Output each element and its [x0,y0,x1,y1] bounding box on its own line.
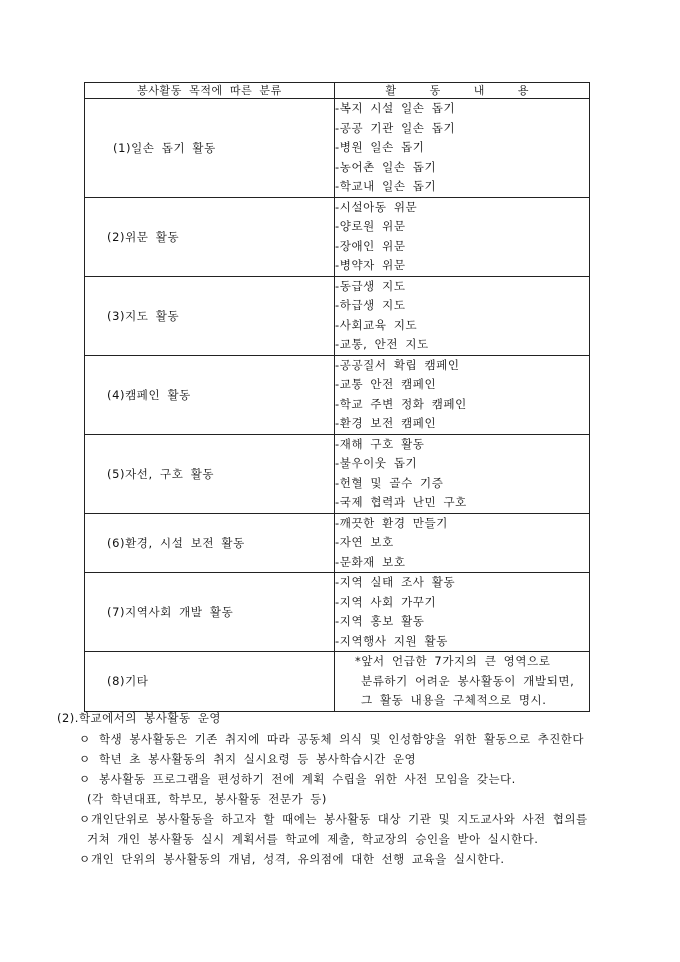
circle-bullet-icon: ㅇ [79,752,91,766]
note-line: 분류하기 어려운 봉사활동이 개발되면, [361,673,575,688]
operation-text: 개인단위로 봉사활동을 하고자 할 때에는 봉사활동 대상 기관 및 지도교사와 사전 협의를 [91,812,588,826]
activity-item: -환경 보전 캠페인 [335,416,437,430]
service-activity-table [84,82,590,712]
activity-item: -공공질서 확립 캠페인 [335,357,460,372]
category-cell: (6)환경, 시설 보전 활동 [85,513,335,573]
activity-item: -문화재 보호 [335,554,406,569]
table-row [85,355,590,434]
activity-item: -병원 일손 돕기 [335,140,425,154]
table-row [85,573,590,652]
table-row [85,513,590,573]
operation-text: 개인 단위의 봉사활동의 개념, 성격, 유의점에 대한 선행 교육을 실시한다. [91,852,505,866]
table-row [85,276,590,355]
operation-text: 봉사활동 프로그램을 편성하기 전에 계획 수립을 위한 사전 모임을 갖는다. [99,772,516,786]
activity-item: -양로원 위문 [335,219,406,233]
activity-item: -재해 구호 활동 [335,436,425,451]
operation-text: 학년 초 봉사활동의 취지 실시요령 등 봉사학습시간 운영 [99,752,417,766]
circle-bullet-icon: ㅇ [79,732,91,746]
activity-item: -학교 주변 정화 캠페인 [335,396,467,411]
category-cell: (4)캠페인 활동 [85,355,335,434]
note-line: 그 활동 내용을 구체적으로 명시. [361,693,547,707]
operation-item [57,749,657,769]
operation-item [57,849,657,869]
category-cell: (2)위문 활동 [85,197,335,276]
table-header-row [85,83,590,99]
header-category: 봉사활동 목적에 따른 분류 [85,83,335,99]
activity-cell [335,573,590,652]
school-operation-section [57,707,657,869]
activity-item: -장애인 위문 [335,238,406,253]
activity-cell [335,434,590,513]
activity-item: -깨끗한 환경 만들기 [335,515,448,530]
activity-item: -공공 기관 일손 돕기 [335,120,456,135]
activity-item: -사회교육 지도 [335,317,418,332]
activity-cell [335,197,590,276]
table-row [85,99,590,198]
circle-bullet-icon: ㅇ [79,812,91,826]
activity-item: -시설아동 위문 [335,199,418,214]
activity-item: -지역행사 지원 활동 [335,633,448,648]
header-activity: 활 동 내 용 [335,83,590,99]
activity-cell [335,513,590,573]
activity-item: -자연 보호 [335,535,394,549]
operation-item [57,769,657,809]
operation-continuation: 거쳐 개인 봉사활동 실시 계획서를 학교에 제출, 학교장의 승인을 받아 실시한다. [87,832,539,846]
activity-item: -지역 실태 조사 활동 [335,575,456,589]
activity-item: -농어촌 일손 돕기 [335,159,437,174]
activity-cell [335,276,590,355]
activity-item: -학교내 일손 돕기 [335,179,437,193]
activity-item: -지역 홍보 활동 [335,614,425,628]
category-cell: (8)기타 [85,652,335,712]
operation-subtext: (각 학년대표, 학부모, 봉사활동 전문가 등) [87,792,327,806]
activity-item: -병약자 위문 [335,258,406,272]
activity-item: -불우이웃 돕기 [335,456,418,470]
activity-item: -교통, 안전 지도 [335,337,429,351]
category-cell: (3)지도 활동 [85,276,335,355]
circle-bullet-icon: ㅇ [79,852,91,866]
activity-cell [335,355,590,434]
operation-item [57,729,657,749]
category-cell: (7)지역사회 개발 활동 [85,573,335,652]
category-cell: (5)자선, 구호 활동 [85,434,335,513]
table-row [85,434,590,513]
table-row [85,197,590,276]
activity-item: -동급생 지도 [335,278,406,293]
activity-item: -헌혈 및 골수 기증 [335,475,444,490]
other-note [355,652,589,711]
activity-item: -하급생 지도 [335,298,406,312]
operation-text: 학생 봉사활동은 기존 취지에 따라 공동체 의식 및 인성함양을 위한 활동으로 추진한다 [99,732,585,746]
activity-cell [335,652,590,712]
activity-item: -국제 협력과 난민 구호 [335,495,467,509]
activity-item: -교통 안전 캠페인 [335,377,437,391]
note-line: *앞서 언급한 7가지의 큰 영역으로 [355,654,551,668]
circle-bullet-icon: ㅇ [79,772,91,786]
section-title: (2).학교에서의 봉사활동 운영 [57,711,221,725]
activity-cell [335,99,590,198]
operation-item [57,809,657,849]
activity-item: -지역 사회 가꾸기 [335,594,437,609]
category-cell: (1)일손 돕기 활동 [85,99,335,198]
activity-item: -복지 시설 일손 돕기 [335,101,456,115]
table-row [85,652,590,712]
